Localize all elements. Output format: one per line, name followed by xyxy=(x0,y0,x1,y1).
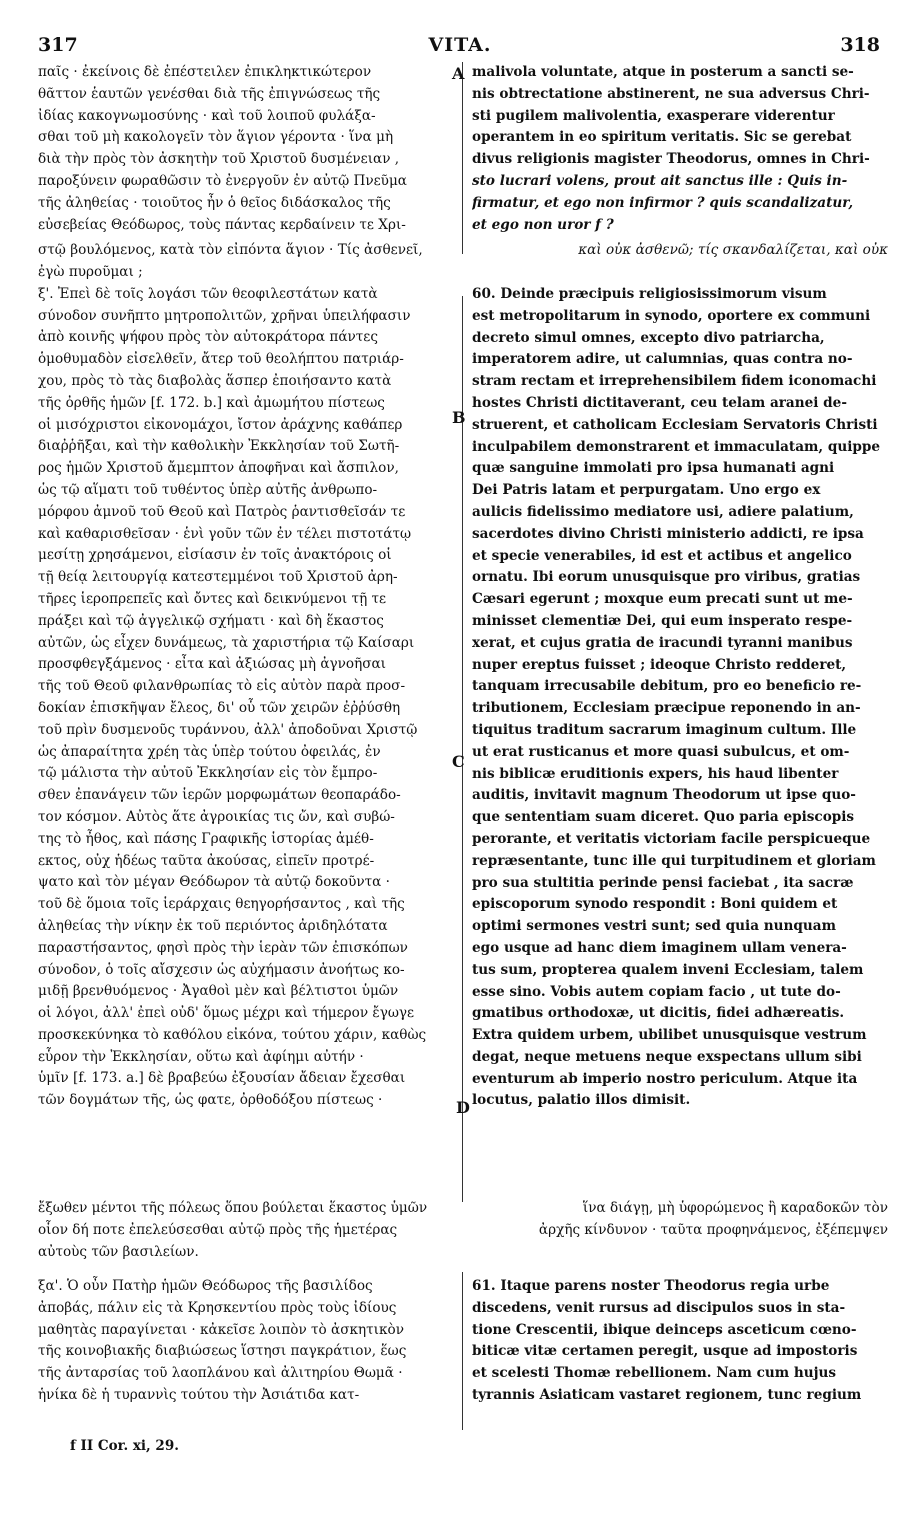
latin-text-line: tiquitus traditum sacrarum imaginum cultum. Ille xyxy=(472,721,857,738)
latin-text-line: xerat, et cujus gratia de iracundi tyranni manibus xyxy=(472,634,853,651)
latin-text-line: gmatibus orthodoxæ, ut dicitis, fidei adhæreatis. xyxy=(472,1005,845,1022)
latin-text-line: pro sua stultitia perinde pensi faciebat , ita sacræ xyxy=(472,874,854,891)
latin-column-main xyxy=(472,284,886,1112)
right-page-number: 318 xyxy=(840,34,880,56)
latin-text-line: est metropolitarum in synodo, oportere ex communi xyxy=(472,307,871,324)
latin-text-line: sto lucrari volens, prout ait sanctus ille : Quis in- xyxy=(472,172,848,189)
column-rule-top xyxy=(462,62,463,254)
latin-text-line: biticæ vitæ certamen peregit, usque ad impostoris xyxy=(472,1343,858,1360)
greek-text-line: πράξει καὶ τῷ ἀγγελικῷ σχήματι · καὶ δὴ ἕκαστος xyxy=(38,612,384,629)
latin-text-line: nis biblicæ eruditionis expers, his haud libenter xyxy=(472,765,839,782)
latin-text-line: perorante, et veritatis victoriam facile perspicueque xyxy=(472,830,871,847)
latin-text-line: discedens, venit rursus ad discipulos suos in sta- xyxy=(472,1299,846,1316)
greek-text-line: σύνοδον συνῆπτο μητροπολιτῶν, χρῆναι ὑπειλήφασιν xyxy=(38,307,411,324)
latin-text-line: tanquam irrecusabile debitum, pro eo beneficio re- xyxy=(472,678,862,695)
greek-text-line: χου, πρὸς τὸ τὰς διαβολὰς ἅσπερ ἐποιήσαντο κατὰ xyxy=(38,372,392,389)
latin-text-line: nuper ereptus fuisset ; ideoque Christo redderet, xyxy=(472,656,847,673)
greek-text-line: παροξύνειν φωραθῶσιν τὸ ἐνεργοῦν ἐν αὐτῷ Πνεῦμα xyxy=(38,172,407,189)
greek-column-main xyxy=(38,262,458,1112)
latin-text-line: Dei Patris latam et perpurgatam. Uno ergo ex xyxy=(472,482,821,499)
greek-text-line: οἱ μισόχριστοι εἰκονομάχοι, ἴστον ἀράχνης καθάπερ xyxy=(38,416,403,433)
latin-text-line: aulicis fidelissimo mediatore usi, adiere palatium, xyxy=(472,503,854,520)
greek-text-line: μόρφου ἀμνοῦ τοῦ Θεοῦ καὶ Πατρὸς ῥαντισθεῖσάν τε xyxy=(38,503,406,520)
column-rule-mid xyxy=(462,296,463,1202)
latin-text-line: et ego non uror f ? xyxy=(472,216,614,233)
greek-text-line: καὶ καθαρισθεῖσαν · ἑνὶ γοῦν τῶν ἐν τέλει πιστοτάτῳ xyxy=(38,525,412,542)
latin-text-line: ego usque ad hanc diem imaginem ullam venera- xyxy=(472,939,847,956)
latin-text-line: minisset clementiæ Dei, qui eum insperato respe- xyxy=(472,612,853,629)
latin-text-line: ut erat rusticanus et more quasi subulcus, et om- xyxy=(472,743,850,760)
greek-text-line: ἀληθείας τὴν νίκην ἐκ τοῦ περιόντος ἀριδηλότατα xyxy=(38,917,388,934)
latin-column-bottom xyxy=(472,1276,886,1407)
latin-text-line: repræsentante, tunc ille qui turpitudinem et gloriam xyxy=(472,852,876,869)
greek-text-line: προσφθεγξάμενος · εἶτα καὶ ἀξιώσας μὴ ἀγνοῆσαι xyxy=(38,656,387,673)
latin-text-line: 60. Deinde præcipuis religiosissimorum visum xyxy=(472,286,827,302)
greek-text-line: τῆρες ἱεροπρεπεῖς καὶ ὄντες καὶ δεικνύμενοι τῇ τε xyxy=(38,590,387,607)
greek-text-line: δοκίαν ἐπισκῆψαν ἔλεος, δι' οὗ τῶν χειρῶν ἐῤῥύσθη xyxy=(38,699,401,716)
greek-text-line: παῖς · ἐκείνοις δὲ ἐπέστειλεν ἐπικληκτικώτερον xyxy=(38,64,372,80)
latin-text-line: stram rectam et irreprehensibilem fidem iconomachi xyxy=(472,373,877,390)
left-page-number: 317 xyxy=(38,34,78,56)
latin-text-line: divus religionis magister Theodorus, omnes in Chri- xyxy=(472,151,870,168)
greek-text-line: τοῦ πρὶν δυσμενοῦς τυράννου, ἀλλ' ἀποδοῦναι Χριστῷ xyxy=(38,721,418,738)
latin-text-line: sti pugilem malivolentia, exasperare viderentur xyxy=(472,107,835,124)
latin-text-line: tione Crescentii, ibique deinceps asceticum cœno- xyxy=(472,1321,857,1338)
greek-text-line: σύνοδον, ὁ τοῖς αἴσχεσιν ὡς αὐχήμασιν ἀνοήτως κο- xyxy=(38,961,405,978)
latin-text-line: et scelesti Thomæ rebellionem. Nam cum hujus xyxy=(472,1365,837,1382)
greek-column-top xyxy=(38,62,458,236)
full-width-text-line xyxy=(38,1220,888,1242)
greek-text-line: ρος ἡμῶν Χριστοῦ ἄμεμπτον ἀποφῆναι καὶ ἄσπιλον, xyxy=(38,460,399,477)
greek-text-line: της τὸ ἦθος, καὶ πάσης Γραφικῆς ἱστορίας ἀμέθ- xyxy=(38,830,374,847)
greek-text-line: παραστήσαντος, φησὶ πρὸς τὴν ἱερὰν τῶν ἐπισκόπων xyxy=(38,939,408,956)
latin-text-line: tributionem, Ecclesiam præcipue reponendo in an- xyxy=(472,700,861,717)
latin-text-line: optimi sermones vestri sunt; sed quia nunquam xyxy=(472,918,836,935)
greek-text-line: τον κόσμον. Αὐτὸς ἅτε ἀγροικίας τις ὤν, καὶ συβώ- xyxy=(38,808,395,825)
greek-text-line: αὐτῶν, ὡς εἶχεν δυνάμεως, τὰ χαριστήρια τῷ Καίσαρι xyxy=(38,634,415,651)
greek-text-line: εκτος, οὐχ ἡδέως ταῦτα ἀκούσας, εἰπεῖν προτρέ- xyxy=(38,852,375,869)
greek-text-line: διὰ τὴν πρὸς τὸν ἀσκητὴν τοῦ Χριστοῦ δυσμένειαν , xyxy=(38,151,400,168)
latin-text-line: hostes Christi dictitaverant, ceu telam aranei de- xyxy=(472,394,847,411)
running-title: VITA. xyxy=(428,34,492,56)
greek-text-line: εὐσεβείας Θεόδωρος, τοὺς πάντας κερδαίνειν τε Χρι- xyxy=(38,216,406,233)
greek-text-line: ψατο καὶ τὸν μέγαν Θεόδωρον τὰ αὐτῷ δοκοῦντα · xyxy=(38,874,390,891)
margin-marker-b: B xyxy=(452,408,466,427)
greek-text-line: τῆς ὀρθῆς ἡμῶν [f. 172. b.] καὶ ἀμωμήτου πίστεως xyxy=(38,394,385,411)
latin-text-line: et specie venerabiles, id est et actibus et angelico xyxy=(472,547,852,564)
latin-text-line: inculpabilem demonstrarent et immaculatam, quippe xyxy=(472,438,881,455)
latin-text-line: Cæsari egerunt ; moxque eum precati sunt ut me- xyxy=(472,591,853,608)
greek-text-line: ξ'. Ἐπεὶ δὲ τοῖς λογάσι τῶν θεοφιλεστάτων κατὰ xyxy=(38,285,378,302)
line-left-part: ἔξωθεν μέντοι τῆς πόλεως ὅπου βούλεται ἕκαστος ὑμῶν xyxy=(38,1200,428,1216)
line-left-part: αὐτοὺς τῶν βασιλείων. xyxy=(38,1243,199,1260)
latin-text-line: Extra quidem urbem, ubilibet unusquisque vestrum xyxy=(472,1027,867,1044)
latin-text-line: imperatorem adire, ut calumnias, quas contra no- xyxy=(472,351,853,368)
full-width-line xyxy=(38,240,888,262)
greek-text-line: τῆς ἀνταρσίας τοῦ λαοπλάνου καὶ ἀλιτηρίου Θωμᾶ · xyxy=(38,1365,403,1382)
greek-column-bottom xyxy=(38,1276,458,1407)
greek-text-line: τῷ μάλιστα τὴν αὐτοῦ Ἐκκλησίαν εἰς τὸν ἔμπρο- xyxy=(38,765,378,782)
latin-text-line: tus sum, propterea qualem inveni Ecclesiam, talem xyxy=(472,961,864,978)
latin-text-line: firmatur, et ego non infirmor ? quis scandalizatur, xyxy=(472,194,854,211)
latin-text-line: esse sino. Vobis autem copiam facio , ut tute do- xyxy=(472,983,841,1000)
latin-text-line: auditis, invitavit magnum Theodorum ut ipse quo- xyxy=(472,787,856,804)
full-line-right: καὶ οὐκ ἀσθενῶ; τίς σκανδαλίζεται, καὶ οὐκ xyxy=(578,242,888,258)
greek-text-line: τοῦ δὲ ὅμοια τοῖς ἱεράρχαις θεηγορήσαντος , καὶ τῆς xyxy=(38,896,405,913)
latin-text-line: sacerdotes divino Christi ministerio addicti, re ipsa xyxy=(472,525,864,542)
margin-marker-c: C xyxy=(452,752,465,771)
latin-column-top xyxy=(472,62,886,236)
latin-text-line: struerent, et catholicam Ecclesiam Servatoris Christi xyxy=(472,416,878,433)
greek-text-line: ξα'. Ὁ οὖν Πατὴρ ἡμῶν Θεόδωρος τῆς βασιλίδος xyxy=(38,1278,373,1294)
greek-text-line: μαθητὰς παραγίνεται · κἀκεῖσε λοιπὸν τὸ ἀσκητικὸν xyxy=(38,1321,404,1338)
latin-text-line: decreto simul omnes, excepto divo patriarcha, xyxy=(472,329,825,346)
latin-text-line: nis obtrectatione abstinerent, ne sua adversus Chri- xyxy=(472,85,870,102)
greek-text-line: τῆς ἀληθείας · τοιοῦτος ἦν ὁ θεῖος διδάσκαλος τῆς xyxy=(38,194,391,211)
line-right-part: ἵνα διάγῃ, μὴ ὑφορώμενος ἢ καραδοκῶν τὸν xyxy=(582,1200,888,1216)
greek-text-line: μεσίτῃ χρησάμενοι, εἰσίασιν ἐν τοῖς ἀνακτόροις οἱ xyxy=(38,547,392,564)
latin-text-line: episcoporum synodo respondit : Boni quidem et xyxy=(472,896,838,913)
latin-text-line: tyrannis Asiaticam vastaret regionem, tunc regium xyxy=(472,1386,862,1403)
greek-text-line: τῆς τοῦ Θεοῦ φιλανθρωπίας τὸ εἰς αὐτὸν παρὰ προσ- xyxy=(38,678,406,695)
greek-text-line: σθεν ἐπανάγειν τῶν ἱερῶν μορφωμάτων θεοπαράδο- xyxy=(38,787,401,804)
column-rule-bottom xyxy=(462,1272,463,1430)
latin-text-line: quæ sanguine immolati pro ipsa humanati agni xyxy=(472,460,835,477)
greek-text-line: τῇ θείᾳ λειτουργίᾳ κατεστεμμένοι τοῦ Χριστοῦ ἀρη- xyxy=(38,569,398,586)
full-width-block xyxy=(38,1198,888,1263)
line-right-part: ἀρχῆς κίνδυνον · ταῦτα προφηνάμενος, ἐξέπεμψεν xyxy=(538,1221,888,1238)
greek-text-line: θᾶττον ἑαυτῶν γενέσθαι διὰ τῆς ἐπιγνώσεως τῆς xyxy=(38,85,381,102)
greek-text-line: ἡνίκα δὲ ἡ τυραννὶς τούτου τὴν Ἀσιάτιδα κατ- xyxy=(38,1386,360,1403)
latin-text-line: eventurum ab imperio nostro periculum. Atque ita xyxy=(472,1070,858,1087)
latin-text-line: malivola voluntate, atque in posterum a sancti se- xyxy=(472,64,854,80)
greek-text-line: ὁμοθυμαδὸν εἰσελθεῖν, ἄτερ τοῦ θεολήπτου πατριάρ- xyxy=(38,351,404,368)
greek-text-line: ἀποβάς, πάλιν εἰς τὰ Κρησκεντίου πρὸς τοὺς ἰδίους xyxy=(38,1299,397,1316)
greek-text-line: τῶν δογμάτων τῆς, ὡς φατε, ὀρθοδόξου πίστεως · xyxy=(38,1092,383,1109)
greek-text-line: οἱ λόγοι, ἀλλ' ἐπεὶ οὐδ' ὅμως μέχρι καὶ τήμερον ἔγωγε xyxy=(38,1005,415,1022)
line-left-part: οἷον δή ποτε ἐπελεύσεσθαι αὐτῷ πρὸς τῆς ἡμετέρας xyxy=(38,1221,398,1238)
greek-text-line: προσκεκύνηκα τὸ καθόλου εἰκόνα, τούτου χάριν, καθὼς xyxy=(38,1026,427,1043)
margin-marker-d: D xyxy=(456,1098,470,1117)
latin-text-line: 61. Itaque parens noster Theodorus regia urbe xyxy=(472,1278,830,1294)
full-line-left: στῷ βουλόμενος, κατὰ τὸν εἰπόντα ἅγιον · Τίς ἀσθενεῖ, xyxy=(38,242,423,258)
greek-text-line: μιδῇ βρενθυόμενος · Ἀγαθοὶ μὲν καὶ βέλτιστοι ὑμῶν xyxy=(38,983,399,1000)
greek-text-line: εὗρον τὴν Ἐκκλησίαν, οὕτω καὶ ἀφίημι αὐτήν · xyxy=(38,1048,364,1065)
greek-text-line: ὡς ἀπαραίτητα χρέη τὰς ὑπὲρ τούτου ὀφειλάς, ἐν xyxy=(38,743,381,760)
latin-text-line: que sententiam suam diceret. Quo paria episcopis xyxy=(472,809,855,826)
greek-text-line: διαῤῥῆξαι, καὶ τὴν καθολικὴν Ἐκκλησίαν τοῦ Σωτῆ- xyxy=(38,438,400,455)
full-width-text-line xyxy=(38,1242,888,1264)
latin-text-line: locutus, palatio illos dimisit. xyxy=(472,1092,691,1109)
greek-text-line: ἀπὸ κοινῆς ψήφου πρὸς τὸν αὐτοκράτορα πάντες xyxy=(38,329,378,346)
latin-text-line: ornatu. Ibi eorum unusquisque pro viribus, gratias xyxy=(472,569,861,586)
greek-text-line: ὡς τῷ αἵματι τοῦ τυθέντος ὑπὲρ αὐτῆς ἀνθρωπο- xyxy=(38,481,378,498)
latin-text-line: degat, neque metuens neque exspectans ullum sibi xyxy=(472,1048,862,1065)
greek-text-line: ὑμῖν [f. 173. a.] δὲ βραβεύω ἐξουσίαν ἄδειαν ἔχεσθαι xyxy=(38,1070,406,1087)
latin-text-line: operantem in eo spiritum veritatis. Sic se gerebat xyxy=(472,129,852,146)
greek-text-line: ἐγὼ πυροῦμαι ; xyxy=(38,264,143,280)
greek-text-line: τῆς κοινοβιακῆς διαβιώσεως ἵστησι παγκράτιον, ἕως xyxy=(38,1343,407,1360)
footnote: f II Cor. xi, 29. xyxy=(70,1438,179,1454)
greek-text-line: σθαι τοῦ μὴ κακολογεῖν τὸν ἅγιον γέροντα · ἵνα μὴ xyxy=(38,129,394,146)
full-width-text-line xyxy=(38,1198,888,1220)
margin-marker-a: A xyxy=(452,64,465,83)
greek-text-line: ἰδίας κακογνωμοσύνης · καὶ τοῦ λοιποῦ φυλάξα- xyxy=(38,107,376,124)
